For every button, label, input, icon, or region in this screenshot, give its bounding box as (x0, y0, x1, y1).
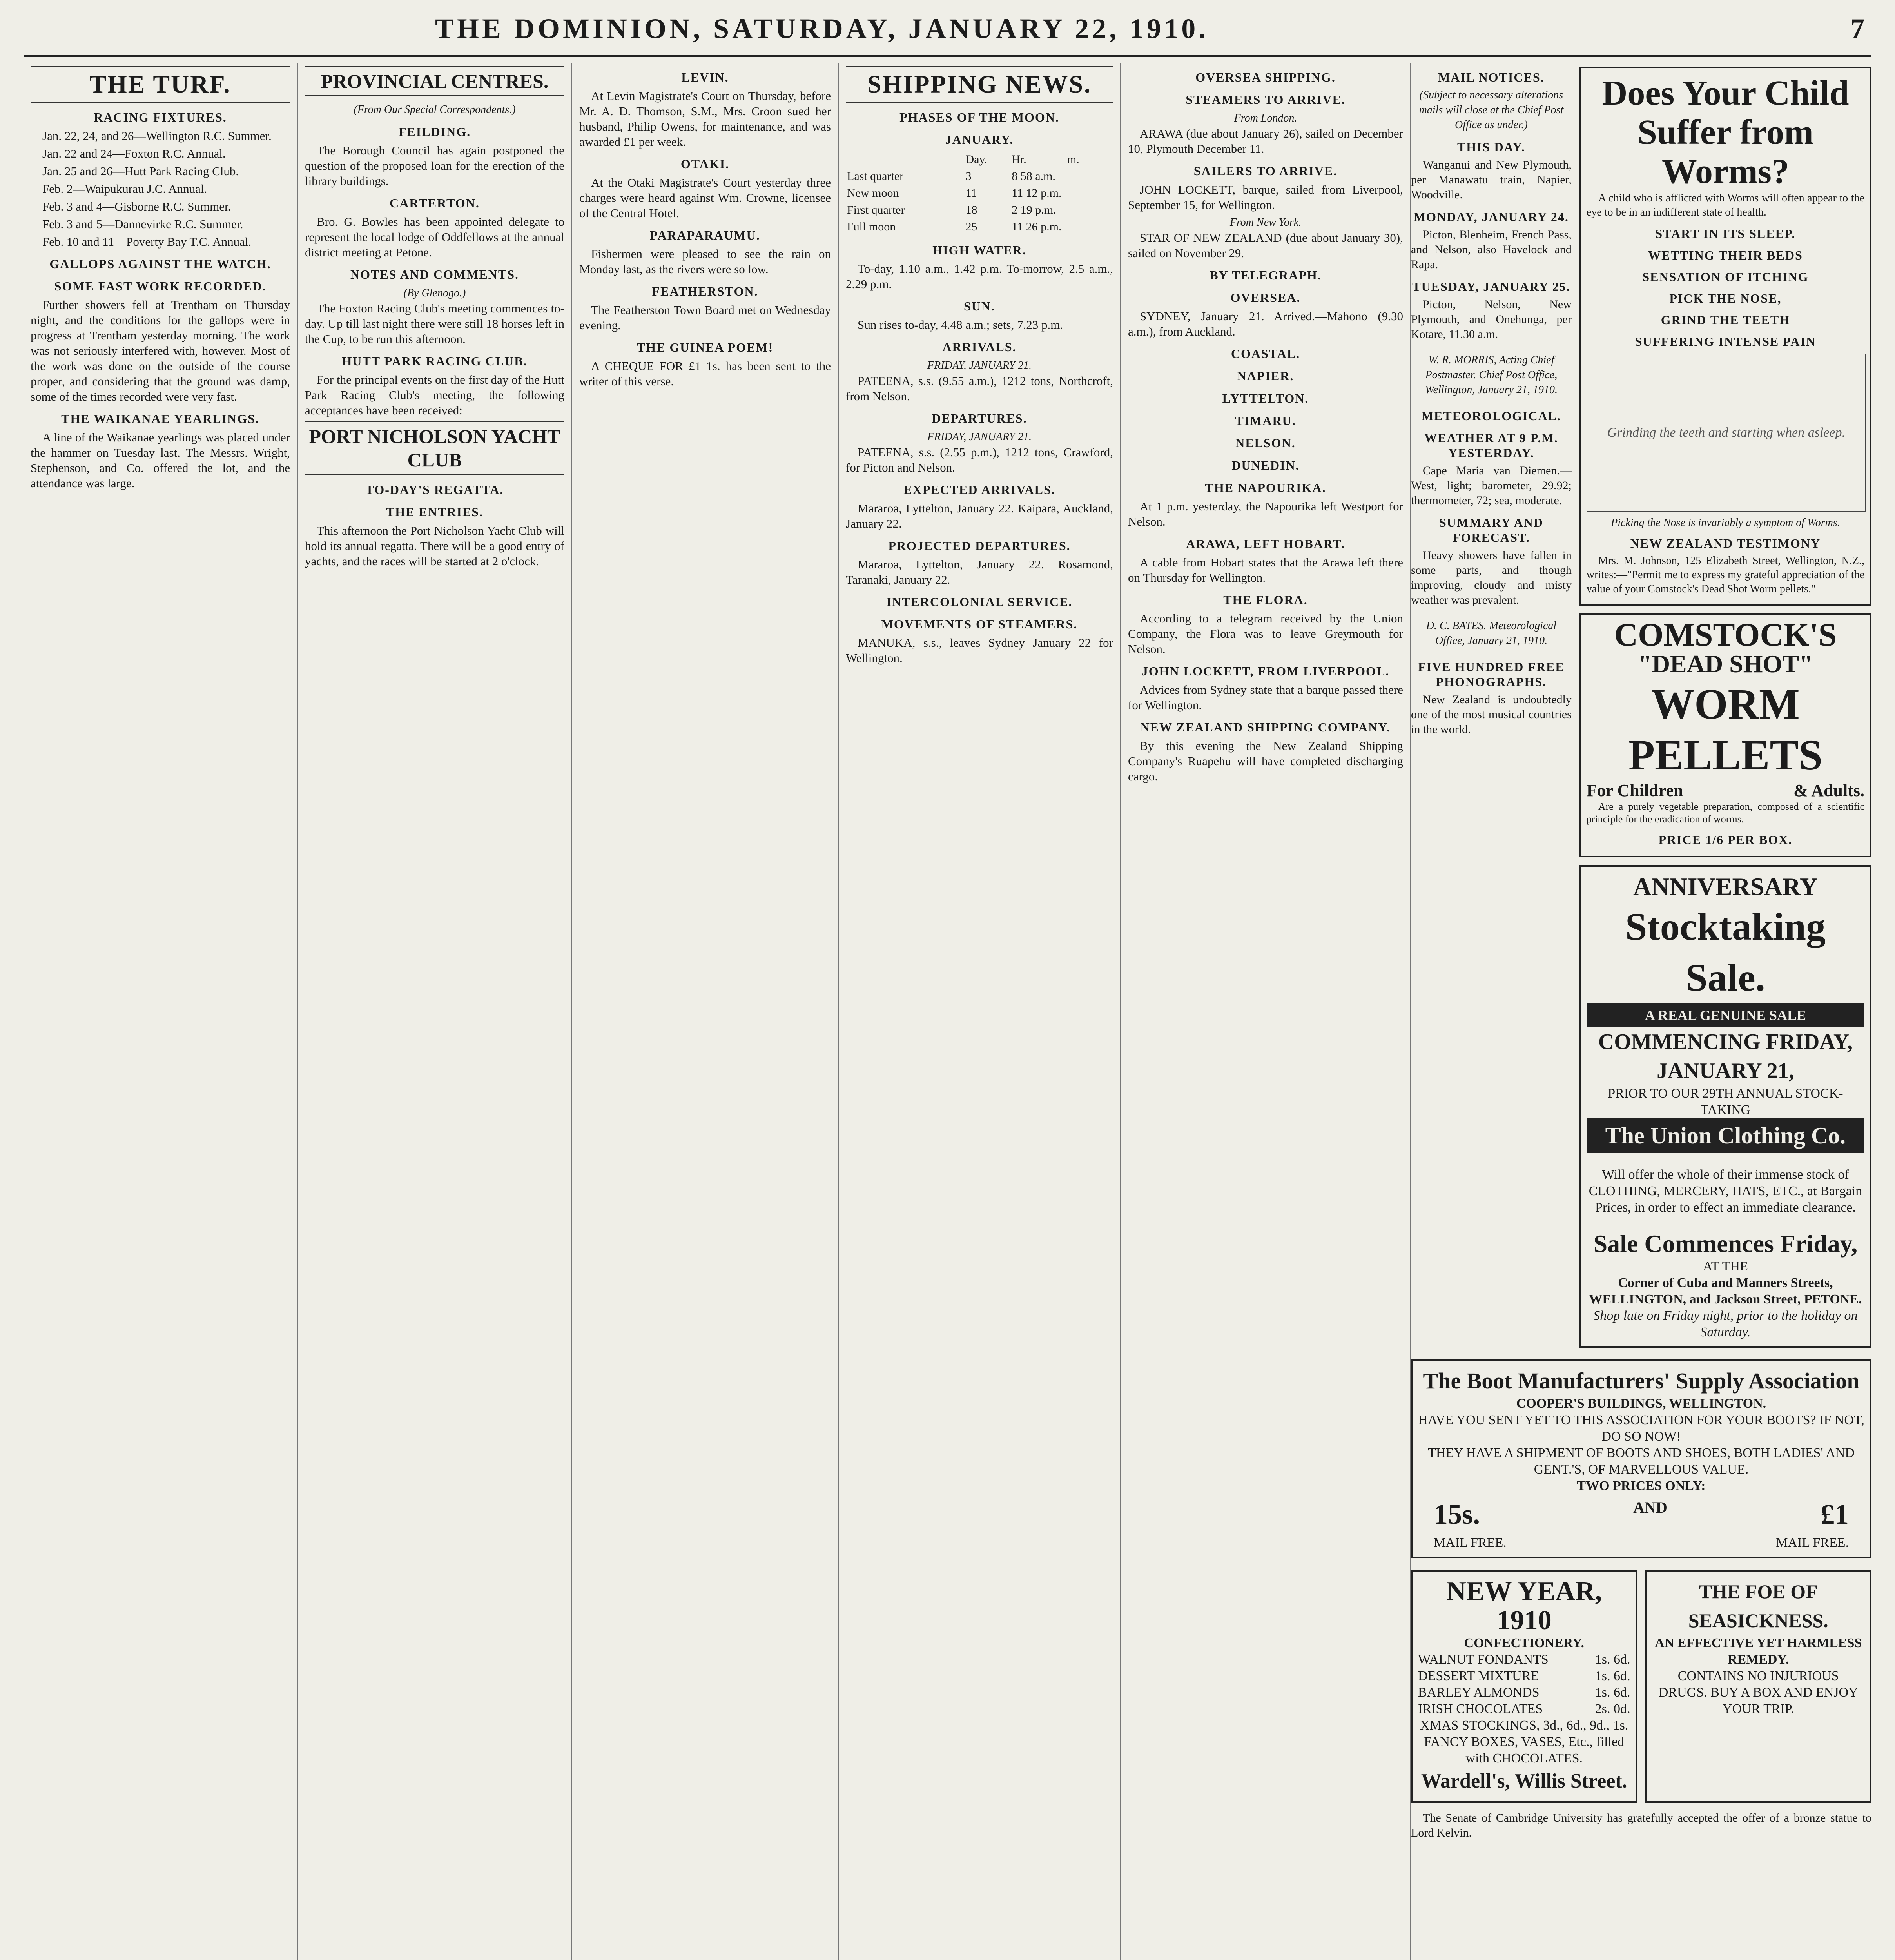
seasick-headline: THE FOE OF SEASICKNESS. (1688, 1581, 1828, 1632)
fixture-item: Feb. 3 and 5—Dannevirke R.C. Summer. (42, 217, 243, 231)
moon-day: 18 (965, 203, 977, 216)
moon-time: 8 58 a.m. (1012, 170, 1055, 183)
moon-phase: First quarter (847, 203, 905, 216)
moon-table-header (847, 151, 1112, 167)
testimony-text: Mrs. M. Johnson, 125 Elizabeth Street, Wellington, N.Z., writes:—"Permit me to express my grateful appreciation of the value of your Comstock's Dead Shot Worm pellets." (1586, 555, 1864, 595)
confectionery-price: 1s. 6d. (1595, 1652, 1630, 1667)
gallops-heading: GALLOPS AGAINST THE WATCH. (49, 257, 271, 271)
expected-text: Mararoa, Lyttelton, January 22. Kaipara, Auckland, January 22. (846, 501, 1113, 530)
seasickness-ad (1645, 1570, 1872, 1803)
confectionery-item (1418, 1668, 1630, 1684)
moon-table (846, 151, 1113, 236)
union-address: Corner of Cuba and Manners Streets, WELLINGTON, and Jackson Street, PETONE. (1589, 1276, 1862, 1307)
nz-shipping-heading: NEW ZEALAND SHIPPING COMPANY. (1140, 720, 1391, 734)
from-ny-text: STAR OF NEW ZEALAND (due about January 30), sailed on November 29. (1128, 231, 1403, 260)
moon-time: 2 19 p.m. (1012, 203, 1056, 216)
confectionery-name: BARLEY ALMONDS (1418, 1685, 1540, 1700)
sun-heading: SUN. (963, 299, 995, 313)
union-prior: PRIOR TO OUR 29TH ANNUAL STOCK-TAKING (1608, 1086, 1843, 1117)
worms-headline: Does Your Child Suffer from Worms? (1602, 74, 1849, 191)
mail-tuesday-text: Picton, Nelson, New Plymouth, and Onehunga, per Kotare, 11.30 a.m. (1411, 298, 1572, 341)
moon-time: 11 12 p.m. (1012, 187, 1062, 200)
weather-heading: WEATHER AT 9 P.M. YESTERDAY. (1424, 431, 1558, 460)
arrivals-heading: ARRIVALS. (942, 340, 1017, 354)
fixture-item: Feb. 10 and 11—Poverty Bay T.C. Annual. (42, 235, 252, 249)
worms-sub3: SENSATION OF ITCHING (1642, 270, 1809, 284)
paraparaumu-heading: PARAPARAUMU. (650, 228, 760, 242)
boot-price-row (1418, 1494, 1864, 1535)
boot-headline: The Boot Manufacturers' Supply Association (1423, 1368, 1860, 1394)
sun-text: Sun rises to-day, 4.48 a.m.; sets, 7.23 p.m. (858, 318, 1063, 332)
feilding-heading: FEILDING. (398, 125, 471, 139)
movements-text: MANUKA, s.s., leaves Sydney January 22 for Wellington. (846, 636, 1113, 665)
new-year-fancy: FANCY BOXES, VASES, Etc., filled with CHOCOLATES. (1424, 1735, 1625, 1766)
masthead (24, 8, 1871, 57)
lockett-text: Advices from Sydney state that a barque passed there for Wellington. (1128, 683, 1403, 712)
nz-shipping-text: By this evening the New Zealand Shipping Company's Ruapehu will have completed discharging cargo. (1128, 739, 1403, 783)
telegraph-oversea: OVERSEA. (1230, 290, 1301, 305)
confectionery-item (1418, 1701, 1630, 1717)
arrivals-date: FRIDAY, JANUARY 21. (927, 359, 1032, 372)
oversea-heading: OVERSEA SHIPPING. (1195, 70, 1336, 84)
provincial-subheading: (From Our Special Correspondents.) (354, 103, 516, 116)
sailers-heading: SAILERS TO ARRIVE. (1193, 164, 1338, 178)
comstock-note: Are a purely vegetable preparation, composed of a scientific principle for the eradication of worms. (1586, 801, 1864, 825)
comstock-tagline: "DEAD SHOT" (1638, 650, 1813, 678)
notes-heading: NOTES AND COMMENTS. (350, 267, 519, 281)
mail-signoff: W. R. MORRIS, Acting Chief Postmaster. Chief Post Office, Wellington, January 21, 1910. (1425, 354, 1558, 396)
guinea-poem-article: A CHEQUE FOR £1 1s. has been sent to the writer of this verse. (579, 359, 831, 388)
moon-col-minute: m. (1067, 153, 1079, 166)
moon-row (847, 202, 1112, 218)
moon-phase: Full moon (847, 220, 896, 233)
from-london-label: From London. (1234, 112, 1297, 124)
fixtures-heading: RACING FIXTURES. (94, 110, 227, 124)
phonographs-text: New Zealand is undoubtedly one of the most musical countries in the world. (1411, 693, 1572, 736)
summary-heading: SUMMARY AND FORECAST. (1439, 515, 1543, 544)
moon-month: JANUARY. (945, 132, 1014, 147)
boot-question: HAVE YOU SENT YET TO THIS ASSOCIATION FOR YOUR BOOTS? IF NOT, DO SO NOW! (1418, 1413, 1864, 1444)
boot-shipment: THEY HAVE A SHIPMENT OF BOOTS AND SHOES, BOTH LADIES' AND GENT.'S, OF MARVELLOUS VALUE. (1428, 1446, 1855, 1477)
projected-text: Mararoa, Lyttelton, January 22. Rosamond, Taranaki, January 22. (846, 557, 1113, 586)
comstock-product: WORM PELLETS (1628, 680, 1823, 779)
illustration-caption: Grinding the teeth and starting when asleep. (1607, 425, 1846, 440)
boot-and: AND (1633, 1499, 1667, 1516)
union-commencing: COMMENCING FRIDAY, JANUARY 21, (1598, 1030, 1853, 1083)
worms-sub1: START IN ITS SLEEP. (1655, 227, 1796, 241)
regatta-heading: TO-DAY'S REGATTA. (365, 483, 504, 497)
lyttelton-heading: LYTTELTON. (1222, 391, 1309, 405)
nelson-heading: NELSON. (1235, 436, 1296, 450)
guinea-poem-heading: THE GUINEA POEM! (637, 340, 774, 354)
from-ny-label: From New York. (1229, 216, 1302, 229)
union-company: The Union Clothing Co. (1587, 1118, 1864, 1153)
moon-row (847, 219, 1112, 235)
arawa-text: A cable from Hobart states that the Arawa left there on Thursday for Wellington. (1128, 555, 1403, 584)
otaki-article: At the Otaki Magistrate's Court yesterday three charges were heard against Wm. Crowne, licensee of the Central Hotel. (579, 176, 831, 220)
mail-this-day-text: Wanganui and New Plymouth, per Manawatu train, Napier, Woodville. (1411, 158, 1572, 201)
moon-phase: Last quarter (847, 170, 904, 183)
boot-address: COOPER'S BUILDINGS, WELLINGTON. (1516, 1396, 1766, 1411)
summary-text: Heavy showers have fallen in some parts, and though improving, cloudy and misty weather was prevalent. (1411, 549, 1572, 606)
column-provincial (298, 63, 572, 1960)
moon-day: 11 (965, 187, 977, 200)
moon-row (847, 185, 1112, 201)
confectionery-name: WALNUT FONDANTS (1418, 1652, 1549, 1667)
telegraph-heading: BY TELEGRAPH. (1210, 268, 1322, 282)
bottom-ads-row (1411, 1566, 1871, 1811)
hutt-park-heading: HUTT PARK RACING CLUB. (342, 354, 528, 368)
notes-byline: (By Glenogo.) (403, 287, 466, 299)
illustration-caption-2: Picking the Nose is invariably a symptom of Worms. (1611, 517, 1840, 529)
levin-article: At Levin Magistrate's Court on Thursday, before Mr. A. D. Thomson, S.M., Mrs. Croon sued her husband, Philip Owens, for maintenance, and was awarded £1 per week. (579, 89, 831, 149)
comstock-price: PRICE 1/6 PER BOX. (1658, 833, 1793, 847)
right-block (1411, 63, 1871, 1843)
confectionery-price: 1s. 6d. (1595, 1685, 1630, 1700)
union-commences: Sale Commences Friday, (1593, 1230, 1858, 1258)
comstock-ad (1579, 613, 1871, 857)
mail-subheading: (Subject to necessary alterations mails will close at the Chief Post Office as under.) (1419, 89, 1564, 131)
worms-sub5: GRIND THE TEETH (1661, 313, 1790, 327)
confectionery-item: XMAS STOCKINGS, 3d., 6d., 9d., 1s. (1420, 1718, 1628, 1733)
mail-monday: MONDAY, JANUARY 24. (1413, 210, 1569, 224)
arrivals-text: PATEENA, s.s. (9.55 a.m.), 1212 tons, Northcroft, from Nelson. (846, 374, 1113, 403)
union-clothing-ad (1579, 865, 1871, 1348)
mail-meteo-column (1411, 63, 1572, 1356)
gallops-subheading: SOME FAST WORK RECORDED. (54, 279, 267, 293)
fixture-item: Jan. 22 and 24—Foxton R.C. Annual. (42, 147, 226, 160)
featherston-article: The Featherston Town Board met on Wednesday evening. (579, 303, 831, 332)
boot-mail-free-1: MAIL FREE. (1434, 1535, 1507, 1550)
confectionery-name: DESSERT MIXTURE (1418, 1669, 1539, 1683)
yearlings-heading: THE WAIKANAE YEARLINGS. (61, 412, 259, 426)
new-year-headline: NEW YEAR, 1910 (1446, 1576, 1602, 1635)
union-anniversary: ANNIVERSARY (1633, 873, 1818, 900)
fixture-item: Jan. 22, 24, and 26—Wellington R.C. Summer. (42, 129, 272, 143)
departures-heading: DEPARTURES. (932, 411, 1027, 425)
moon-row (847, 168, 1112, 184)
intercolonial-heading: INTERCOLONIAL SERVICE. (886, 595, 1073, 609)
confectionery-price: 1s. 6d. (1595, 1669, 1630, 1683)
column-oversea (1121, 63, 1411, 1960)
provincial-heading: PROVINCIAL CENTRES. (305, 66, 564, 96)
moon-col-day: Day. (965, 153, 988, 166)
confectionery-name: IRISH CHOCOLATES (1418, 1702, 1543, 1716)
moon-day: 25 (965, 220, 977, 233)
entries-heading: THE ENTRIES. (386, 505, 484, 519)
paraparaumu-article: Fishermen were pleased to see the rain on Monday last, as the rivers were so low. (579, 247, 831, 276)
napourika-heading: THE NAPOURIKA. (1205, 481, 1326, 495)
feilding-article: The Borough Council has again postponed the question of the proposed loan for the erection of the library buildings. (305, 143, 564, 188)
worms-sub2: WETTING THEIR BEDS (1648, 248, 1803, 262)
column-shipping (839, 63, 1121, 1960)
flora-heading: THE FLORA. (1223, 593, 1308, 607)
movements-heading: MOVEMENTS OF STEAMERS. (881, 617, 1078, 631)
new-year-shop: Wardell's, Willis Street. (1421, 1770, 1627, 1792)
telegraph-text: SYDNEY, January 21. Arrived.—Mahono (9.30 a.m.), from Auckland. (1128, 309, 1403, 338)
from-london-text: ARAWA (due about January 26), sailed on December 10, Plymouth December 11. (1128, 127, 1403, 156)
featherston-heading: FEATHERSTON. (652, 284, 758, 298)
departures-date: FRIDAY, JANUARY 21. (927, 431, 1032, 443)
ads-column (1579, 63, 1871, 1356)
turf-heading: THE TURF. (31, 66, 290, 103)
hutt-park-article: For the principal events on the first day of the Hutt Park Racing Club's meeting, the following acceptances have been received: (305, 373, 564, 417)
boot-two-prices: TWO PRICES ONLY: (1577, 1479, 1706, 1493)
gallops-article: Further showers fell at Trentham on Thursday night, and the conditions for the gallops were in progress at Trentham yesterday morning. The work was not seriously interfered with, however. Most of the work was done on the outside of the course proper, and considering that the ground was damp, some of the times recorded were very fast. (31, 298, 290, 403)
fixture-item: Feb. 3 and 4—Gisborne R.C. Summer. (42, 200, 231, 213)
comstock-for-children: For Children (1586, 781, 1683, 800)
dunedin-heading: DUNEDIN. (1231, 458, 1300, 472)
meteorological-heading: METEOROLOGICAL. (1421, 409, 1561, 423)
high-water-heading: HIGH WATER. (932, 243, 1026, 257)
boot-mail-row (1418, 1535, 1864, 1551)
seasick-text: CONTAINS NO INJURIOUS DRUGS. BUY A BOX AND ENJOY YOUR TRIP. (1658, 1669, 1858, 1716)
napier-heading: NAPIER. (1237, 369, 1294, 383)
new-year-sub: CONFECTIONERY. (1464, 1636, 1584, 1650)
moon-heading: PHASES OF THE MOON. (899, 110, 1059, 124)
child-illustration (1587, 354, 1866, 512)
column-levin (572, 63, 839, 1960)
expected-heading: EXPECTED ARRIVALS. (903, 483, 1055, 497)
closing-paragraph: The Senate of Cambridge University has gratefully accepted the offer of a bronze statue to Lord Kelvin. (1411, 1811, 1871, 1839)
carterton-heading: CARTERTON. (390, 196, 480, 210)
phonographs-heading: FIVE HUNDRED FREE PHONOGRAPHS. (1418, 660, 1565, 689)
moon-col-hour: Hr. (1012, 153, 1026, 166)
arawa-heading: ARAWA, LEFT HOBART. (1186, 537, 1345, 551)
timaru-heading: TIMARU. (1235, 414, 1296, 428)
union-at-the: AT THE (1703, 1259, 1748, 1274)
confectionery-item (1418, 1684, 1630, 1701)
union-sale: Stocktaking Sale. (1625, 905, 1826, 999)
union-offer: Will offer the whole of their immense stock of CLOTHING, MERCERY, HATS, ETC., at Bargain Prices, in order to effect an immediate clearance. (1589, 1167, 1862, 1215)
comstock-audience (1587, 780, 1864, 800)
moon-phase: New moon (847, 187, 899, 200)
page-number: 7 (1850, 13, 1868, 44)
departures-text: PATEENA, s.s. (2.55 p.m.), 1212 tons, Crawford, for Picton and Nelson. (846, 445, 1113, 474)
lockett-heading: JOHN LOCKETT, FROM LIVERPOOL. (1141, 664, 1390, 678)
boot-price-1: 15s. (1434, 1499, 1480, 1530)
boot-mail-free-2: MAIL FREE. (1776, 1535, 1849, 1550)
yearlings-article: A line of the Waikanae yearlings was placed under the hammer on Tuesday last. The Messrs. Wright, Stephenson, and Co. offered the lot, and the attendance was large. (31, 430, 290, 490)
flora-text: According to a telegram received by the Union Company, the Flora was to leave Greymouth for Nelson. (1128, 612, 1403, 656)
weather-text: Cape Maria van Diemen.—West, light; barometer, 29.92; thermometer, 72; sea, moderate. (1411, 464, 1572, 507)
moon-time: 11 26 p.m. (1012, 220, 1062, 233)
union-hours: Shop late on Friday night, prior to the holiday on Saturday. (1593, 1308, 1858, 1339)
moon-day: 3 (965, 170, 972, 183)
meteorological-signoff: D. C. BATES. Meteorological Office, January 21, 1910. (1426, 620, 1557, 647)
mail-monday-text: Picton, Blenheim, French Pass, and Nelson, also Havelock and Rapa. (1411, 228, 1572, 271)
comstock-brand: COMSTOCK'S (1614, 617, 1837, 653)
napourika-text: At 1 p.m. yesterday, the Napourika left Westport for Nelson. (1128, 499, 1403, 528)
column-turf (24, 63, 298, 1960)
confectionery-item (1418, 1651, 1630, 1668)
testimony-heading: NEW ZEALAND TESTIMONY (1630, 536, 1821, 550)
steamers-heading: STEAMERS TO ARRIVE. (1186, 93, 1346, 107)
carterton-article: Bro. G. Bowles has been appointed delegate to represent the local lodge of Oddfellows at the annual district meeting at Petone. (305, 215, 564, 259)
new-year-ad (1411, 1570, 1637, 1803)
boot-price-2: £1 (1820, 1499, 1849, 1530)
notes-article: The Foxton Racing Club's meeting commences to-day. Up till last night there were still 18 horses left in the Cup, to be run this afternoon. (305, 301, 564, 346)
boot-association-ad (1411, 1359, 1871, 1558)
worms-sub4: PICK THE NOSE, (1669, 291, 1782, 305)
projected-heading: PROJECTED DEPARTURES. (888, 539, 1071, 553)
right-two-col (1411, 63, 1871, 1356)
mail-tuesday: TUESDAY, JANUARY 25. (1412, 279, 1570, 294)
mail-this-day: THIS DAY. (1457, 140, 1525, 154)
yacht-article: This afternoon the Port Nicholson Yacht Club will hold its annual regatta. There will be a good entry of yachts, and the races will be started at 2 o'clock. (305, 524, 564, 568)
otaki-heading: OTAKI. (680, 157, 730, 171)
fixture-item: Feb. 2—Waipukurau J.C. Annual. (42, 182, 207, 196)
high-water-text: To-day, 1.10 a.m., 1.42 p.m. To-morrow, 2.5 a.m., 2.29 p.m. (846, 262, 1113, 291)
mail-heading: MAIL NOTICES. (1438, 70, 1545, 84)
shipping-heading: SHIPPING NEWS. (846, 66, 1113, 103)
yacht-club-heading: PORT NICHOLSON YACHT CLUB (305, 421, 564, 475)
worms-intro: A child who is afflicted with Worms will often appear to the eye to be in an indifferent state of health. (1586, 192, 1864, 218)
worms-ad (1579, 67, 1871, 606)
union-genuine: A REAL GENUINE SALE (1587, 1003, 1864, 1027)
coastal-heading: COASTAL. (1231, 347, 1300, 361)
confectionery-price: 2s. 0d. (1595, 1702, 1630, 1716)
page-title: THE DOMINION, SATURDAY, JANUARY 22, 1910. (435, 13, 1209, 44)
levin-heading: LEVIN. (681, 70, 729, 84)
comstock-for-adults: & Adults. (1793, 781, 1864, 800)
fixture-item: Jan. 25 and 26—Hutt Park Racing Club. (42, 164, 239, 178)
seasick-sub: AN EFFECTIVE YET HARMLESS REMEDY. (1655, 1636, 1862, 1667)
sailers-text: JOHN LOCKETT, barque, sailed from Liverpool, September 15, for Wellington. (1128, 183, 1403, 212)
worms-sub6: SUFFERING INTENSE PAIN (1635, 334, 1816, 348)
